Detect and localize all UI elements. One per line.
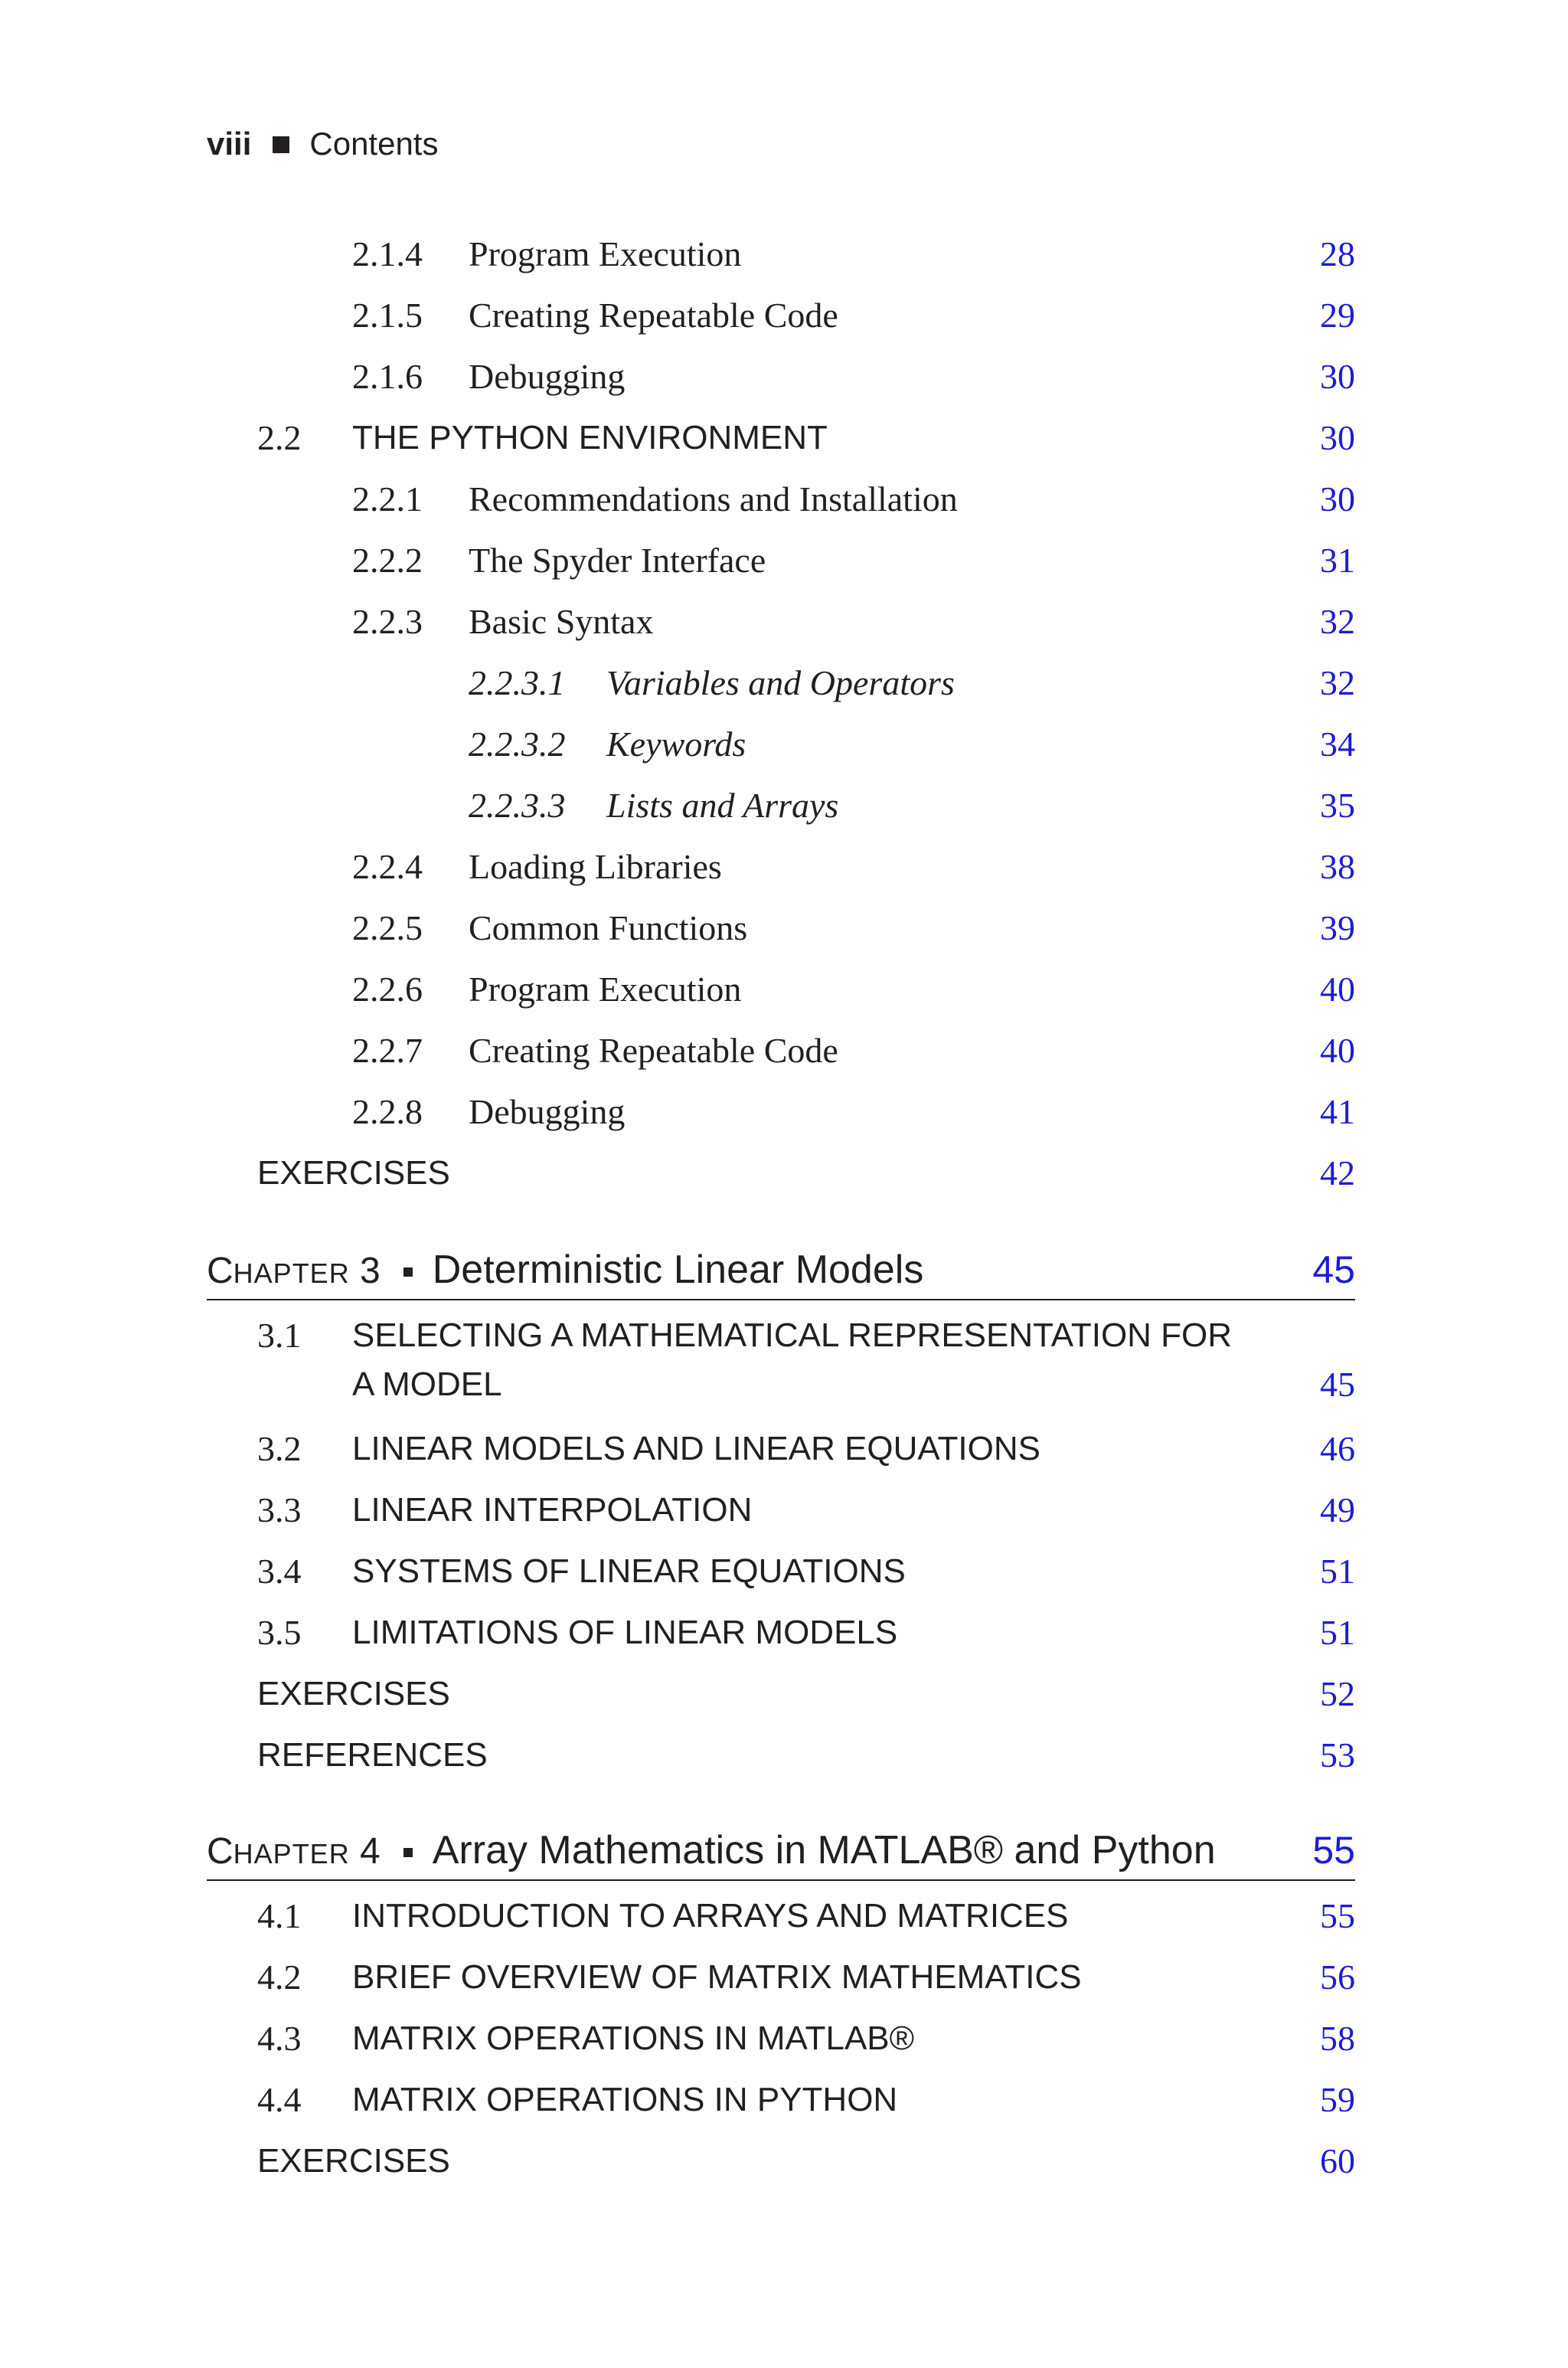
- chapter-label: CHAPTER 4 Array Mathematics in MATLAB® and Python: [207, 1828, 1216, 1872]
- toc-entry-2-2-6[interactable]: [207, 959, 1355, 1020]
- toc-entry-number: 2.2.1: [352, 479, 423, 518]
- toc-entry-title: Program Execution: [469, 970, 742, 1009]
- toc-entry-3-3[interactable]: [207, 1480, 1355, 1541]
- toc-entry-number: 2.2.4: [352, 847, 423, 886]
- toc-entry-3-2[interactable]: [207, 1418, 1355, 1480]
- toc-entry-2-2[interactable]: [207, 407, 1355, 469]
- running-header: [207, 121, 438, 167]
- toc-entry-title: LIMITATIONS OF LINEAR MODELS: [352, 1614, 898, 1651]
- toc-entry-title: Lists and Arrays: [606, 786, 839, 825]
- toc-page-link[interactable]: 32: [1320, 602, 1355, 641]
- toc-entry-title: MATRIX OPERATIONS IN MATLAB®: [352, 2020, 915, 2057]
- toc-entry-2-2-4[interactable]: [207, 836, 1355, 898]
- header-page-number: viii: [207, 126, 252, 162]
- toc-entry-number: 3.3: [257, 1490, 302, 1529]
- square-bullet-icon: [403, 1267, 413, 1277]
- toc-page-link[interactable]: 29: [1320, 296, 1355, 335]
- toc-entry-number: 2.1.6: [352, 357, 423, 396]
- toc-page-link[interactable]: 39: [1320, 908, 1355, 947]
- chapter-title: Deterministic Linear Models: [432, 1248, 924, 1292]
- toc-entry-number: 4.2: [257, 1958, 302, 1997]
- toc-entry-2-2-8[interactable]: [207, 1081, 1355, 1143]
- toc-entry-4-1[interactable]: [207, 1886, 1355, 1947]
- toc-entry-number: 2.2.3.3: [469, 786, 566, 825]
- toc-page-link[interactable]: 56: [1320, 1958, 1355, 1997]
- toc-entry-2-2-3-3[interactable]: [207, 775, 1355, 836]
- toc-entry-title: Keywords: [606, 724, 746, 764]
- toc-entry-number: 3.5: [257, 1613, 302, 1652]
- toc-entry-2-1-5[interactable]: [207, 285, 1355, 346]
- toc-entry-title: SYSTEMS OF LINEAR EQUATIONS: [352, 1552, 906, 1590]
- toc-page-link[interactable]: 42: [1320, 1153, 1355, 1192]
- toc-entry-title: Debugging: [469, 1092, 626, 1131]
- toc-page-link[interactable]: 51: [1320, 1613, 1355, 1652]
- toc-entry-number: 2.1.4: [352, 234, 423, 273]
- toc-entry-number: 4.1: [257, 1896, 302, 1935]
- square-bullet-icon: [403, 1848, 413, 1857]
- toc-entry-4-3[interactable]: [207, 2008, 1355, 2069]
- toc-entry-title: BRIEF OVERVIEW OF MATRIX MATHEMATICS: [352, 1958, 1082, 1996]
- toc-entry-2-2-7[interactable]: [207, 1020, 1355, 1081]
- toc-entry-2-2-3-2[interactable]: [207, 714, 1355, 775]
- toc-page-link[interactable]: 60: [1320, 2141, 1355, 2180]
- toc-entry-title: Variables and Operators: [606, 663, 955, 702]
- toc-entry-number: 2.2.3.1: [469, 663, 566, 702]
- toc-entry-title: REFERENCES: [257, 1736, 488, 1774]
- toc-page-link[interactable]: 49: [1320, 1490, 1355, 1529]
- toc-page-link[interactable]: 30: [1320, 479, 1355, 518]
- toc-entry-title: LINEAR MODELS AND LINEAR EQUATIONS: [352, 1430, 1040, 1467]
- toc-entry-title: Creating Repeatable Code: [469, 1031, 838, 1070]
- chapter-3-heading[interactable]: [207, 1238, 1355, 1300]
- toc-page-link[interactable]: 46: [1320, 1429, 1355, 1468]
- chapter-title: Array Mathematics in MATLAB® and Python: [432, 1828, 1216, 1872]
- toc-entry-number: 2.2.3.2: [469, 724, 566, 764]
- toc-entry-references[interactable]: [207, 1725, 1355, 1786]
- toc-page-link[interactable]: 32: [1320, 663, 1355, 702]
- toc-entry-4-4[interactable]: [207, 2069, 1355, 2131]
- toc-entry-number: 3.2: [257, 1429, 302, 1468]
- toc-page-link[interactable]: 45: [1312, 1248, 1355, 1291]
- toc-entry-2-2-2[interactable]: [207, 530, 1355, 591]
- toc-entry-2-2-5[interactable]: [207, 898, 1355, 959]
- toc-entry-4-2[interactable]: [207, 1947, 1355, 2008]
- toc-entry-number: 2.2.5: [352, 908, 423, 947]
- toc-page-link[interactable]: 28: [1320, 234, 1355, 273]
- toc-entry-number: 2.2.2: [352, 541, 423, 580]
- toc-entry-title: Debugging: [469, 357, 626, 396]
- toc-entry-title: EXERCISES: [257, 1675, 450, 1712]
- header-section-title: Contents: [309, 126, 439, 162]
- toc-page-link[interactable]: 41: [1320, 1092, 1355, 1131]
- toc-entry-number: 2.1.5: [352, 296, 423, 335]
- toc-entry-2-1-6[interactable]: [207, 346, 1355, 407]
- toc-entry-title: LINEAR INTERPOLATION: [352, 1491, 753, 1529]
- toc-entry-title: THE PYTHON ENVIRONMENT: [352, 419, 828, 456]
- toc-entry-number: 3.1: [257, 1316, 302, 1355]
- toc-entry-title: Loading Libraries: [469, 847, 722, 886]
- toc-page-link[interactable]: 51: [1320, 1552, 1355, 1591]
- toc-entry-number: 2.2.3: [352, 602, 423, 641]
- toc-entry-title: The Spyder Interface: [469, 541, 766, 580]
- toc-entry-2-2-1[interactable]: [207, 469, 1355, 530]
- toc-entry-number: 2.2.7: [352, 1031, 423, 1070]
- toc-entry-2-2-3-1[interactable]: [207, 653, 1355, 714]
- toc-page-link[interactable]: 53: [1320, 1735, 1355, 1774]
- toc-page-link[interactable]: 55: [1320, 1896, 1355, 1935]
- toc-entry-exercises[interactable]: [207, 1143, 1355, 1204]
- chapter-4-heading[interactable]: [207, 1818, 1355, 1881]
- toc-entry-number: 2.2.6: [352, 970, 423, 1009]
- toc-page-link[interactable]: 40: [1320, 970, 1355, 1009]
- square-bullet-icon: [273, 136, 289, 153]
- toc-page-link[interactable]: 30: [1320, 418, 1355, 457]
- chapter-label: CHAPTER 3 Deterministic Linear Models: [207, 1248, 924, 1292]
- toc-page-link[interactable]: 38: [1320, 847, 1355, 886]
- toc-page-link[interactable]: 59: [1320, 2080, 1355, 2119]
- toc-entry-3-4[interactable]: [207, 1541, 1355, 1602]
- toc-page-link[interactable]: 45: [1320, 1365, 1355, 1404]
- toc-entry-title: Basic Syntax: [469, 602, 654, 641]
- toc-page-link[interactable]: 55: [1312, 1829, 1355, 1872]
- toc-page-link[interactable]: 35: [1320, 786, 1355, 825]
- toc-page-link[interactable]: 31: [1320, 541, 1355, 580]
- toc-entry-3-5[interactable]: [207, 1602, 1355, 1663]
- toc-entry-title: EXERCISES: [257, 1154, 450, 1192]
- toc-entry-title: MATRIX OPERATIONS IN PYTHON: [352, 2081, 898, 2118]
- toc-entry-title: EXERCISES: [257, 2142, 450, 2180]
- toc-entry-title: Program Execution: [469, 234, 742, 273]
- toc-entry-title: Creating Repeatable Code: [469, 296, 838, 335]
- toc-page-link[interactable]: 30: [1320, 357, 1355, 396]
- toc-entry-title: Common Functions: [469, 908, 748, 947]
- toc-page-link[interactable]: 52: [1320, 1674, 1355, 1713]
- toc-page-link[interactable]: 58: [1320, 2019, 1355, 2058]
- toc-entry-exercises[interactable]: [207, 2131, 1355, 2192]
- toc-entry-title: INTRODUCTION TO ARRAYS AND MATRICES: [352, 1897, 1069, 1935]
- toc-entry-number: 2.2.8: [352, 1092, 423, 1131]
- toc-entry-title: SELECTING A MATHEMATICAL REPRESENTATION FOR A MODEL: [352, 1316, 1233, 1403]
- toc-page-link[interactable]: 40: [1320, 1031, 1355, 1070]
- toc-entry-exercises[interactable]: [207, 1663, 1355, 1725]
- toc-entry-3-1[interactable]: [207, 1303, 1355, 1414]
- toc-entry-title: Recommendations and Installation: [469, 479, 958, 518]
- toc-entry-2-1-4[interactable]: [207, 224, 1355, 285]
- toc-entry-number: 4.3: [257, 2019, 302, 2058]
- toc-entry-number: 2.2: [257, 418, 302, 457]
- toc-entry-2-2-3[interactable]: [207, 591, 1355, 653]
- toc-entry-number: 4.4: [257, 2080, 302, 2119]
- toc-entry-number: 3.4: [257, 1552, 302, 1591]
- toc-page-link[interactable]: 34: [1320, 724, 1355, 764]
